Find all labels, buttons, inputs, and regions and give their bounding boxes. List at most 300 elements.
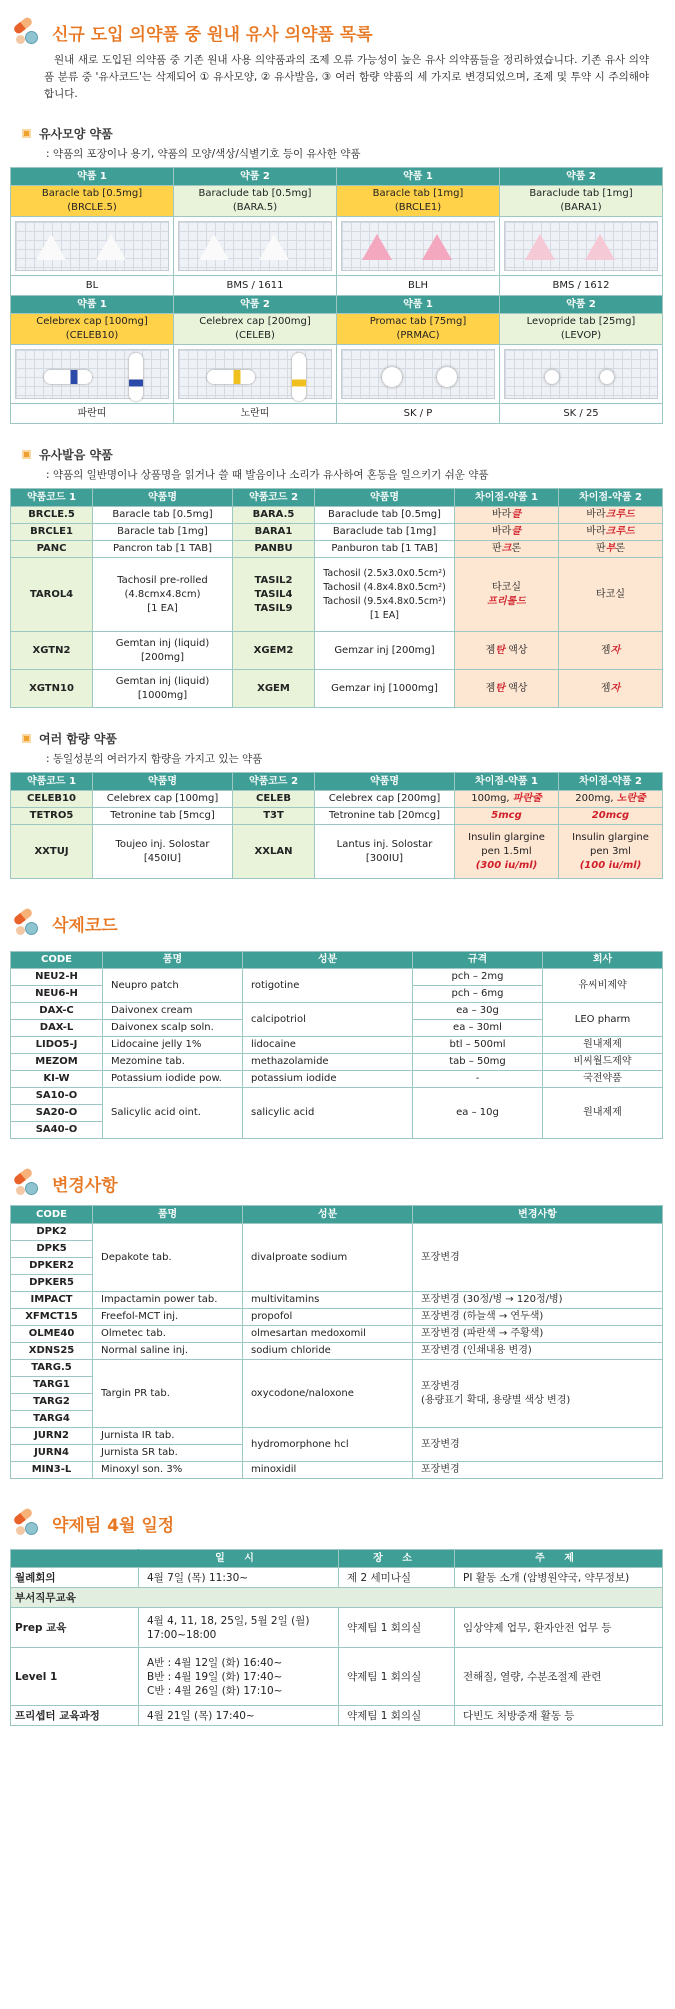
table-cell: Tetronine tab [20mcg]	[315, 808, 455, 825]
imprint-label: BLH	[337, 276, 500, 296]
table-cell: Olmetec tab.	[93, 1326, 243, 1343]
square-bullet-icon	[22, 450, 31, 459]
table-cell: 원내제제	[543, 1088, 663, 1139]
table-cell	[559, 507, 663, 524]
imprint-label: SK / 25	[500, 404, 663, 424]
text: [1000mg]	[137, 689, 188, 701]
text: 4월 4, 11, 18, 25일, 5월 2일 (월)	[147, 1614, 310, 1627]
tablet-icon	[437, 367, 457, 387]
text: 클	[511, 526, 521, 537]
text: Toujeo inj. Solostar	[115, 838, 210, 850]
text: 판	[595, 543, 606, 554]
text: [300IU]	[365, 852, 404, 864]
tablet-icon	[525, 234, 555, 260]
text	[15, 349, 169, 399]
table-cell	[139, 1608, 339, 1648]
capsule-icon	[129, 353, 143, 401]
table-cell: 프리셉터 교육과정	[11, 1706, 139, 1726]
col-header: 주 제	[455, 1550, 663, 1568]
text: (PRMAC)	[396, 330, 440, 341]
text: (CELEB)	[235, 330, 275, 341]
drug-cell	[337, 186, 500, 217]
col-header: 성분	[243, 952, 413, 969]
text: (100 iu/ml)	[579, 859, 642, 871]
imprint-label: 파란띠	[11, 404, 174, 424]
table-row	[11, 1462, 663, 1479]
col-header: CODE	[11, 1206, 93, 1224]
table-cell: SA40-O	[11, 1122, 103, 1139]
text: 5mcg	[491, 810, 522, 821]
table-cell: LEO pharm	[543, 1003, 663, 1037]
text: pen 3ml	[590, 845, 631, 857]
table-cell: IMPACT	[11, 1292, 93, 1309]
table-cell	[559, 632, 663, 670]
shape-desc: : 약품의 포장이나 용기, 약품의 모양/색상/식별기호 등이 유사한 약품	[46, 148, 361, 160]
col-header: 차이점-약품 1	[455, 773, 559, 791]
table-cell: 국전약품	[543, 1071, 663, 1088]
table-cell: 원내제제	[543, 1037, 663, 1054]
table-cell: DPKER5	[11, 1275, 93, 1292]
text: TASIL9	[254, 602, 293, 614]
text: Insulin glargine	[468, 831, 545, 843]
table-cell: calcipotriol	[243, 1003, 413, 1037]
col-header: 약품 1	[337, 296, 500, 314]
text: 파란줄	[512, 793, 542, 804]
text: Baraclude tab [1mg]	[529, 188, 633, 199]
text: 크루드	[605, 526, 635, 537]
sound-table	[10, 488, 663, 708]
capsule-icon	[44, 370, 92, 384]
table-cell: propofol	[243, 1309, 413, 1326]
table-cell: CELEB	[233, 791, 315, 808]
table-cell: KI-W	[11, 1071, 103, 1088]
table-cell: TARG.5	[11, 1360, 93, 1377]
table-cell: XFMCT15	[11, 1309, 93, 1326]
table-cell: OLME40	[11, 1326, 93, 1343]
col-header: 약품명	[315, 489, 455, 507]
multi-heading	[22, 730, 663, 747]
table-cell: JURN2	[11, 1428, 93, 1445]
table-cell	[315, 558, 455, 632]
table-cell: Neupro patch	[103, 969, 243, 1003]
table-cell: CELEB10	[11, 791, 93, 808]
table-cell: SA10-O	[11, 1088, 103, 1105]
text: 젬	[600, 644, 611, 656]
text: (4.8cmx4.8cm)	[124, 588, 201, 600]
text: 17:00~18:00	[147, 1628, 217, 1641]
pills-icon	[10, 18, 44, 46]
drug-cell	[11, 186, 174, 217]
col-header: 약품코드 2	[233, 489, 315, 507]
table-cell: DPKER2	[11, 1258, 93, 1275]
table-row	[11, 791, 663, 808]
table-row	[11, 1706, 663, 1726]
tablet-icon	[259, 234, 289, 260]
table-cell: Depakote tab.	[93, 1224, 243, 1292]
table-cell	[455, 541, 559, 558]
table-row	[11, 1343, 663, 1360]
table-row	[11, 1088, 663, 1105]
text: 론	[615, 543, 625, 554]
table-row	[11, 1568, 663, 1588]
changes-table	[10, 1205, 663, 1479]
table-cell: olmesartan medoxomil	[243, 1326, 413, 1343]
table-row	[11, 1224, 663, 1241]
col-header: 장 소	[339, 1550, 455, 1568]
col-header: 차이점-약품 2	[559, 773, 663, 791]
table-cell: Targin PR tab.	[93, 1360, 243, 1428]
table-cell	[455, 632, 559, 670]
col-header: 차이점-약품 1	[455, 489, 559, 507]
table-cell: ea – 10g	[413, 1088, 543, 1139]
table-cell	[455, 524, 559, 541]
col-header: 약품 1	[11, 296, 174, 314]
text: 젬	[485, 682, 496, 694]
table-cell: LIDO5-J	[11, 1037, 103, 1054]
table-cell: 4월 7일 (목) 11:30~	[139, 1568, 339, 1588]
table-cell: potassium iodide	[243, 1071, 413, 1088]
drug-cell	[11, 314, 174, 345]
drug-cell	[500, 314, 663, 345]
text: Lantus inj. Solostar	[336, 838, 433, 850]
table-cell	[455, 558, 559, 632]
table-cell: DPK5	[11, 1241, 93, 1258]
table-cell: MIN3-L	[11, 1462, 93, 1479]
tablet-icon	[600, 370, 614, 384]
table-cell: Baraclude tab [1mg]	[315, 524, 455, 541]
table-cell: BARA1	[233, 524, 315, 541]
table-row	[11, 670, 663, 708]
deleted-table	[10, 951, 663, 1139]
text: Baracle tab [1mg]	[372, 188, 464, 199]
table-cell	[559, 825, 663, 879]
table-cell: hydromorphone hcl	[243, 1428, 413, 1462]
col-header: 약품코드 1	[11, 489, 93, 507]
table-cell	[455, 808, 559, 825]
table-cell: DPK2	[11, 1224, 93, 1241]
page-title: 신규 도입 의약품 중 원내 유사 의약품 목록	[52, 24, 373, 45]
table-cell: 포장변경 (파란색 → 주황색)	[413, 1326, 663, 1343]
drug-cell	[174, 186, 337, 217]
table-cell: Baracle tab [1mg]	[93, 524, 233, 541]
table-cell: Baracle tab [0.5mg]	[93, 507, 233, 524]
table-cell: Jurnista SR tab.	[93, 1445, 243, 1462]
col-header: 회사	[543, 952, 663, 969]
capsule-icon	[207, 370, 255, 384]
table-row	[11, 558, 663, 632]
table-cell: XDNS25	[11, 1343, 93, 1360]
table-cell: 타코실	[559, 558, 663, 632]
pills-icon	[10, 1509, 44, 1537]
text: (BRCLE1)	[394, 202, 442, 213]
drug-photo	[337, 217, 500, 276]
text	[341, 349, 495, 399]
table-cell: 포장변경	[413, 1428, 663, 1462]
text: 젬	[485, 644, 496, 656]
table-cell: Gemzar inj [200mg]	[315, 632, 455, 670]
text: 클	[511, 509, 521, 520]
table-cell: 약제팀 1 회의실	[339, 1608, 455, 1648]
text: 타코실	[492, 581, 521, 593]
table-cell: PI 활동 소개 (암병원약국, 약무정보)	[455, 1568, 663, 1588]
table-cell: XGEM2	[233, 632, 315, 670]
table-row	[11, 1309, 663, 1326]
text: 프리롤드	[487, 595, 526, 607]
schedule-table	[10, 1549, 663, 1726]
table-cell: 제 2 세미나실	[339, 1568, 455, 1588]
table-row	[11, 1292, 663, 1309]
col-header: 차이점-약품 2	[559, 489, 663, 507]
table-cell: Salicylic acid oint.	[103, 1088, 243, 1139]
table-cell: TARG4	[11, 1411, 93, 1428]
table-cell	[559, 808, 663, 825]
sound-desc: : 약품의 일반명이나 상품명을 읽거나 쓸 때 발음이나 소리가 유사하여 혼동을 일으키기 쉬운 약품	[46, 469, 489, 481]
imprint-label: BL	[11, 276, 174, 296]
table-cell: divalproate sodium	[243, 1224, 413, 1292]
table-cell: XGTN2	[11, 632, 93, 670]
table-cell: Mezomine tab.	[103, 1054, 243, 1071]
text: Celebrex cap [200mg]	[199, 316, 311, 327]
table-cell	[559, 524, 663, 541]
table-cell	[455, 791, 559, 808]
pills-icon	[10, 909, 44, 937]
text	[178, 349, 332, 399]
table-cell: Baraclude tab [0.5mg]	[315, 507, 455, 524]
col-header	[11, 1550, 139, 1568]
col-header: 품명	[103, 952, 243, 969]
table-cell	[559, 541, 663, 558]
table-cell: TAROL4	[11, 558, 93, 632]
table-cell: Pancron tab [1 TAB]	[93, 541, 233, 558]
text: 포장변경	[421, 1380, 460, 1392]
table-row	[11, 1588, 663, 1608]
text: 액상	[504, 682, 528, 694]
text: 100mg,	[471, 793, 513, 804]
text: Tachosil (4.8x4.8x0.5cm²)	[323, 581, 446, 593]
table-row	[11, 1071, 663, 1088]
table-cell: JURN4	[11, 1445, 93, 1462]
sound-title: 유사발음 약품	[39, 448, 113, 462]
table-cell: 부서직무교육	[11, 1588, 663, 1608]
table-cell: BRCLE1	[11, 524, 93, 541]
table-cell	[93, 825, 233, 879]
table-cell: 포장변경	[413, 1462, 663, 1479]
intro-text: 원내 새로 도입된 의약품 중 기존 원내 사용 의약품과의 조제 오류 가능성이 높은 유사 의약품들을 정리하였습니다. 기존 유사 의약품 분류 중 '유사코드'는 삭제되어 ① 유사모양, ② 유사발음, ③ 여러 함량 약품의 세 가지로 변경되었으며, 조제 및 투약 시 주의해야 합니다.	[44, 54, 649, 100]
col-header: 성분	[243, 1206, 413, 1224]
drug-photo	[174, 345, 337, 404]
imprint-label: 노란띠	[174, 404, 337, 424]
text: 론	[511, 543, 521, 554]
table-cell: Gemzar inj [1000mg]	[315, 670, 455, 708]
col-header: 약품 1	[11, 168, 174, 186]
table-cell: BRCLE.5	[11, 507, 93, 524]
col-header: 약품명	[93, 773, 233, 791]
table-cell: Daivonex scalp soln.	[103, 1020, 243, 1037]
col-header: 약품 1	[337, 168, 500, 186]
text: (CELEB10)	[65, 330, 119, 341]
capsule-icon	[292, 353, 306, 401]
text: 바라	[492, 509, 512, 520]
text: (LEVOP)	[560, 330, 602, 341]
table-cell: 약제팀 1 회의실	[339, 1648, 455, 1706]
text: B반 : 4월 19일 (화) 17:40~	[147, 1670, 283, 1683]
drug-photo	[11, 217, 174, 276]
text: 20mcg	[591, 810, 630, 821]
text: 노란줄	[616, 793, 646, 804]
col-header: 규격	[413, 952, 543, 969]
table-cell: NEU6-H	[11, 986, 103, 1003]
text: (BARA.5)	[232, 202, 278, 213]
tablet-icon	[382, 367, 402, 387]
col-header: 약품 2	[174, 296, 337, 314]
col-header: 약품명	[315, 773, 455, 791]
multi-table	[10, 772, 663, 879]
table-cell: DAX-C	[11, 1003, 103, 1020]
table-cell	[93, 670, 233, 708]
sound-heading	[22, 446, 663, 463]
table-cell: oxycodone/naloxone	[243, 1360, 413, 1428]
text: (용량표기 확대, 용량별 색상 변경)	[421, 1394, 571, 1406]
table-cell: Tetronine tab [5mcg]	[93, 808, 233, 825]
col-header: CODE	[11, 952, 103, 969]
table-row	[11, 1608, 663, 1648]
imprint-label: BMS / 1611	[174, 276, 337, 296]
text: TASIL4	[254, 588, 293, 600]
deleted-header	[10, 905, 663, 941]
drug-photo	[337, 345, 500, 404]
text: Levopride tab [25mg]	[526, 316, 636, 327]
col-header: 약품 2	[500, 296, 663, 314]
table-cell: XXLAN	[233, 825, 315, 879]
text: Baraclude tab [0.5mg]	[198, 188, 312, 199]
table-row	[11, 1648, 663, 1706]
shape-heading	[22, 125, 663, 142]
drug-photo	[500, 345, 663, 404]
table-cell: XGEM	[233, 670, 315, 708]
table-cell: salicylic acid	[243, 1088, 413, 1139]
drug-cell	[174, 314, 337, 345]
text: 바라	[586, 509, 606, 520]
table-cell: 4월 21일 (목) 17:40~	[139, 1706, 339, 1726]
drug-cell	[337, 314, 500, 345]
table-cell	[413, 1360, 663, 1428]
text: Tachosil pre-rolled	[117, 574, 208, 586]
text: [1 EA]	[147, 602, 178, 614]
table-cell: PANC	[11, 541, 93, 558]
multi-desc: : 동일성분의 여러가지 함량을 가지고 있는 약품	[46, 753, 263, 765]
square-bullet-icon	[22, 129, 31, 138]
tablet-icon	[36, 234, 66, 260]
text: 탄	[495, 644, 505, 656]
drug-photo	[500, 217, 663, 276]
tablet-icon	[199, 234, 229, 260]
text: (300 iu/ml)	[475, 859, 538, 871]
col-header: 일 시	[139, 1550, 339, 1568]
table-cell	[93, 558, 233, 632]
table-cell: tab – 50mg	[413, 1054, 543, 1071]
changes-title: 변경사항	[52, 1175, 118, 1196]
deleted-title: 삭제코드	[52, 915, 118, 936]
text: [450IU]	[143, 852, 182, 864]
table-cell: Level 1	[11, 1648, 139, 1706]
square-bullet-icon	[22, 734, 31, 743]
text: 크루드	[605, 509, 635, 520]
table-cell: 전해질, 열량, 수분조절제 관련	[455, 1648, 663, 1706]
text: 자	[610, 682, 621, 694]
tablet-icon	[362, 234, 392, 260]
table-cell: Normal saline inj.	[93, 1343, 243, 1360]
text: (BRCLE.5)	[67, 202, 117, 213]
table-cell	[455, 507, 559, 524]
table-cell: 포장변경 (하늘색 → 연두색)	[413, 1309, 663, 1326]
col-header: 변경사항	[413, 1206, 663, 1224]
table-cell: Panburon tab [1 TAB]	[315, 541, 455, 558]
table-cell: rotigotine	[243, 969, 413, 1003]
table-cell: BARA.5	[233, 507, 315, 524]
table-cell: lidocaine	[243, 1037, 413, 1054]
col-header: 약품명	[93, 489, 233, 507]
table-cell: Potassium iodide pow.	[103, 1071, 243, 1088]
text: pen 1.5ml	[481, 845, 532, 857]
text: C반 : 4월 26일 (화) 17:10~	[147, 1684, 283, 1697]
table-cell: TETRO5	[11, 808, 93, 825]
text: 크	[501, 543, 512, 554]
text: A반 : 4월 12일 (화) 16:40~	[147, 1656, 283, 1669]
table-cell: Minoxyl son. 3%	[93, 1462, 243, 1479]
text: Tachosil (2.5x3.0x0.5cm²)	[323, 567, 446, 579]
text	[504, 221, 658, 271]
text: Gemtan inj (liquid)	[115, 675, 210, 687]
drug-photo	[11, 345, 174, 404]
text: [200mg]	[141, 651, 184, 663]
table-row	[11, 1003, 663, 1020]
table-cell: 포장변경	[413, 1224, 663, 1292]
table-cell	[559, 791, 663, 808]
table-row	[11, 524, 663, 541]
table-cell: methazolamide	[243, 1054, 413, 1071]
table-cell: XGTN10	[11, 670, 93, 708]
text: (BARA1)	[560, 202, 602, 213]
col-header: 약품코드 2	[233, 773, 315, 791]
table-cell: btl – 500ml	[413, 1037, 543, 1054]
table-row	[11, 1037, 663, 1054]
table-cell: ea – 30ml	[413, 1020, 543, 1037]
drug-photo	[174, 217, 337, 276]
table-row	[11, 808, 663, 825]
table-cell	[315, 825, 455, 879]
table-row	[11, 1054, 663, 1071]
table-cell: 비씨월드제약	[543, 1054, 663, 1071]
table-cell: SA20-O	[11, 1105, 103, 1122]
table-row	[11, 507, 663, 524]
drug-cell	[500, 186, 663, 217]
shape-table	[10, 167, 663, 424]
table-cell: 다빈도 처방중재 활동 등	[455, 1706, 663, 1726]
table-row	[11, 541, 663, 558]
table-cell: ea – 30g	[413, 1003, 543, 1020]
table-cell: PANBU	[233, 541, 315, 558]
table-row	[11, 1326, 663, 1343]
changes-header	[10, 1165, 663, 1201]
text	[504, 349, 658, 399]
table-row	[11, 969, 663, 986]
table-cell: XXTUJ	[11, 825, 93, 879]
table-cell	[455, 670, 559, 708]
table-cell: Celebrex cap [200mg]	[315, 791, 455, 808]
table-cell: -	[413, 1071, 543, 1088]
text: 판	[491, 543, 502, 554]
table-cell	[455, 825, 559, 879]
